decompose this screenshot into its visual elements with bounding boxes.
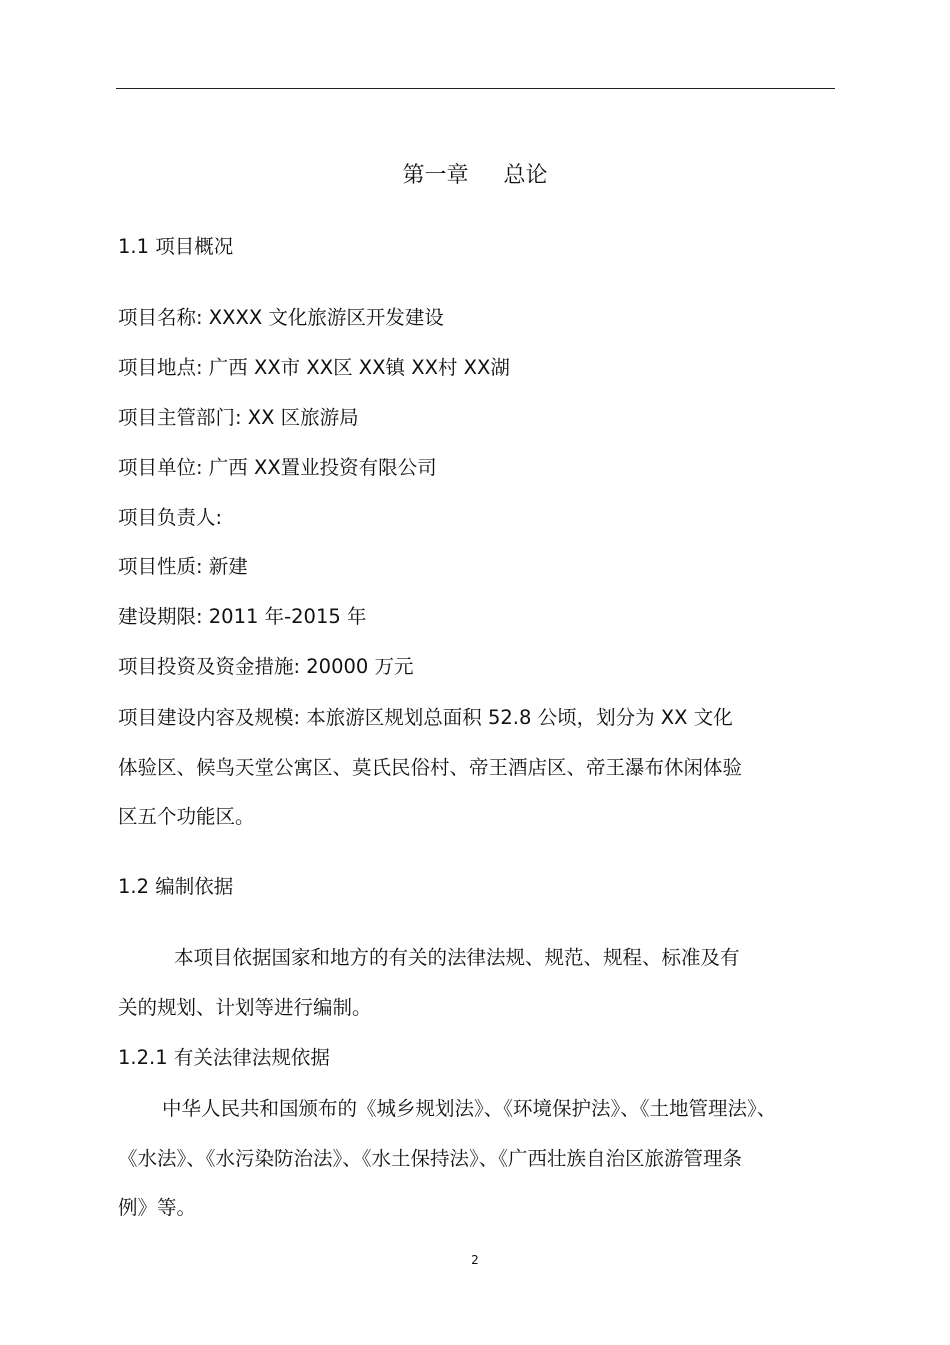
- paragraph-laws-line-1: 中华人民共和国颁布的《城乡规划法》、《环境保护法》、《土地管理法》、: [162, 1097, 777, 1120]
- section-heading-1-2-1: 1.2.1 有关法律法规依据: [118, 1046, 330, 1069]
- field-supervising-dept: 项目主管部门: XX 区旅游局: [118, 406, 359, 429]
- field-project-leader: 项目负责人:: [118, 506, 223, 529]
- field-scale-line-1: 项目建设内容及规模: 本旅游区规划总面积 52.8 公顷，划分为 XX 文化: [118, 706, 733, 729]
- field-construction-period: 建设期限: 2011 年-2015 年: [118, 605, 367, 628]
- field-project-name: 项目名称: XXXX 文化旅游区开发建设: [118, 306, 444, 329]
- paragraph-basis-line-1: 本项目依据国家和地方的有关的法律法规、规范、规程、标准及有: [174, 946, 740, 969]
- page-number: 2: [471, 1253, 479, 1267]
- paragraph-basis-line-2: 关的规划、计划等进行编制。: [118, 996, 372, 1019]
- field-project-location: 项目地点: 广西 XX市 XX区 XX镇 XX村 XX湖: [118, 356, 510, 379]
- section-heading-1-1: 1.1 项目概况: [118, 235, 234, 258]
- field-investment: 项目投资及资金措施: 20000 万元: [118, 655, 414, 678]
- field-scale-line-2: 体验区、候鸟天堂公寓区、莫氏民俗村、帝王酒店区、帝王瀑布休闲体验: [118, 756, 743, 779]
- header-rule: [116, 88, 835, 89]
- field-project-nature: 项目性质: 新建: [118, 555, 248, 578]
- paragraph-laws-line-2: 《水法》、《水污染防治法》、《水土保持法》、《广西壮族自治区旅游管理条: [118, 1147, 743, 1170]
- section-heading-1-2: 1.2 编制依据: [118, 875, 234, 898]
- chapter-title: 第一章 总论: [402, 163, 548, 188]
- field-project-unit: 项目单位: 广西 XX置业投资有限公司: [118, 456, 437, 479]
- paragraph-laws-line-3: 例》等。: [118, 1196, 197, 1219]
- field-scale-line-3: 区五个功能区。: [118, 805, 255, 828]
